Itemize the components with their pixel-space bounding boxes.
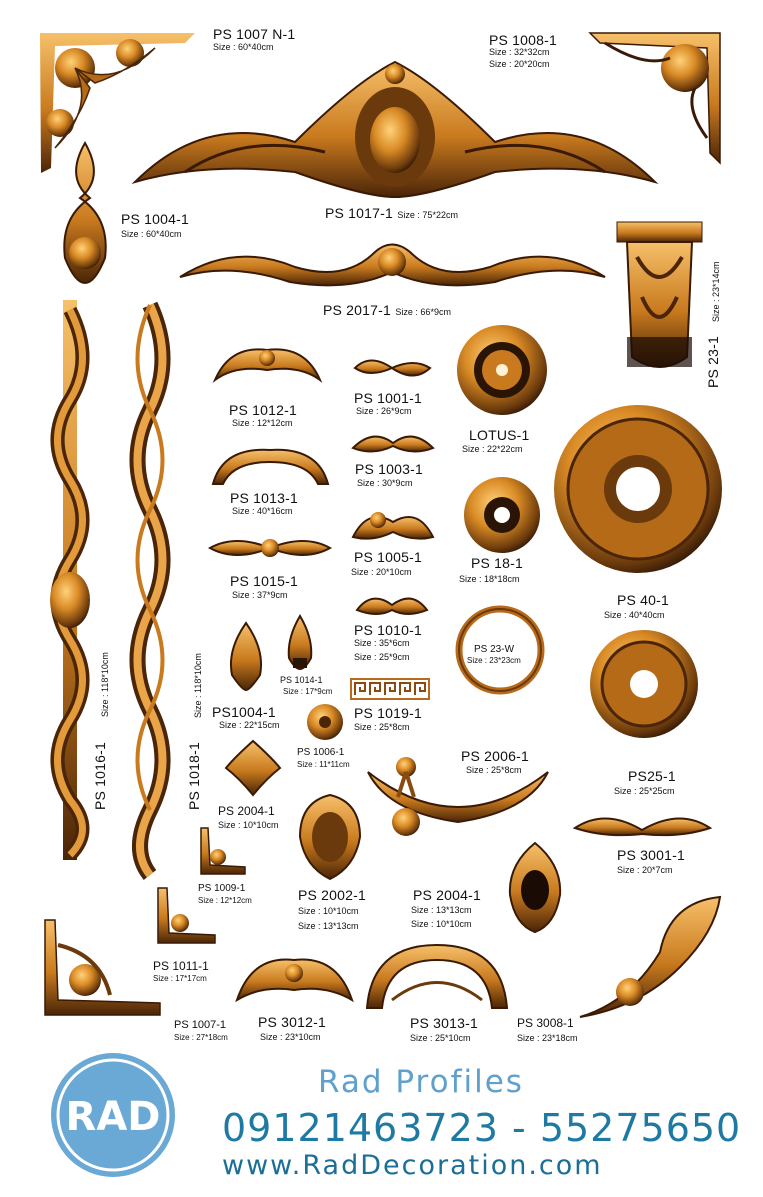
ps3008-code: PS 3008-1 [517,1016,574,1030]
ps1016-size: Size : 118*10cm [100,652,110,717]
ps1015-size: Size : 37*9cm [232,590,288,600]
ps2006-size: Size : 25*8cm [466,765,522,775]
ps1019-code: PS 1019-1 [354,705,422,721]
ornament-lotus [455,323,550,418]
ps40-size: Size : 40*40cm [604,610,665,620]
ps40-code: PS 40-1 [617,592,669,608]
ps1015-code: PS 1015-1 [230,573,298,589]
ornament-ps3008-corner [570,892,725,1022]
ornament-ps1012 [210,340,325,385]
ps1018-size: Size : 118*10cm [193,653,203,718]
ps3001-size: Size : 20*7cm [617,865,673,875]
ornament-ps1004 [50,138,120,288]
ornament-ps3013-arch [362,940,512,1012]
rad-logo [48,1050,178,1180]
ps1005-size: Size : 20*10cm [351,567,412,577]
ps3013-size: Size : 25*10cm [410,1033,471,1043]
ps2004b-size1: Size : 13*13cm [411,905,472,915]
ps1011-size: Size : 17*17cm [153,974,207,983]
ps1011-code: PS 1011-1 [153,959,209,973]
ps25-size: Size : 25*25cm [614,786,675,796]
ps2004b-size2: Size : 10*10cm [411,919,472,929]
ps18-code: PS 18-1 [471,555,523,571]
ps1003-size: Size : 30*9cm [357,478,413,488]
ps1012-code: PS 1012-1 [229,402,297,418]
ps1019-size: Size : 25*8cm [354,722,410,732]
ps1017-label: PS 1017-1 Size : 75*22cm [325,205,458,221]
ornament-ps18 [462,475,542,555]
ornament-ps1006-rosette [305,702,345,742]
ornament-ps2004-b [505,840,565,935]
ornament-ps1013 [208,442,333,487]
ps3013-code: PS 3013-1 [410,1015,478,1031]
brand-phone: 09121463723 - 55275650 [222,1106,742,1150]
ps1013-size: Size : 40*16cm [232,506,293,516]
ps3012-code: PS 3012-1 [258,1014,326,1030]
ps3008-size: Size : 23*18cm [517,1033,578,1043]
ps3001-code: PS 3001-1 [617,847,685,863]
ps1004-size: Size : 60*40cm [121,229,182,239]
ps2004b-code: PS 2004-1 [413,887,481,903]
ps1010-size1: Size : 35*6cm [354,638,410,648]
ps1003-code: PS 1003-1 [355,461,423,477]
ps2002-code: PS 2002-1 [298,887,366,903]
ornament-ps3012 [232,945,357,1007]
ornament-ps1001 [350,353,435,383]
ps2002-size1: Size : 10*10cm [298,906,359,916]
ps23w-size: Size : 23*23cm [467,656,521,665]
ornament-ps1019-greek-key [350,678,430,700]
ornament-ps1015 [205,532,335,564]
ps1007-size: Size : 27*18cm [174,1033,228,1042]
ornament-ps1014 [283,613,317,671]
ornament-ps40 [552,403,724,575]
ornament-ps3001 [570,808,715,840]
ornament-ps2006-garland [358,752,558,852]
ps25-code: PS25-1 [628,768,676,784]
ornament-ps1005 [348,502,438,544]
ps1010-code: PS 1010-1 [354,622,422,638]
ornament-ps1004-small [220,620,272,692]
ps1004b-size: Size : 22*15cm [219,720,280,730]
ornament-ps2004 [222,738,284,798]
ps1012-size: Size : 12*12cm [232,418,293,428]
lotus-code: LOTUS-1 [469,427,530,443]
ps231-code: PS 23-1 [705,336,721,388]
ornament-ps23-corbel [612,217,707,377]
ornament-ps1003 [348,428,438,458]
ps2004-size: Size : 10*10cm [218,820,279,830]
ps1008-size1: Size : 32*32cm [489,47,550,57]
ps1018-code: PS 1018-1 [186,742,202,810]
ps231-size: Size : 23*14cm [711,261,721,322]
ps3012-size: Size : 23*10cm [260,1032,321,1042]
lotus-size: Size : 22*22cm [462,444,523,454]
ornament-ps1018-vertical [120,300,180,880]
ornament-ps1007-corner [40,915,165,1020]
ps1009-size: Size : 12*12cm [198,896,252,905]
ps1014-size: Size : 17*9cm [283,687,333,696]
ps1009-code: PS 1009-1 [198,883,246,894]
brand-website[interactable]: www.RadDecoration.com [222,1150,603,1181]
ps1013-code: PS 1013-1 [230,490,298,506]
ps1007-code: PS 1007-1 [174,1019,226,1031]
ornament-ps1017-crown [125,52,665,202]
ornament-ps25 [588,628,700,740]
ps1004-code: PS 1004-1 [121,211,189,227]
ps2002-size2: Size : 13*13cm [298,921,359,931]
ps1008-size2: Size : 20*20cm [489,59,550,69]
ps1005-code: PS 1005-1 [354,549,422,565]
ornament-ps2002-shield [295,792,365,882]
ps2006-code: PS 2006-1 [461,748,529,764]
ps1008-code: PS 1008-1 [489,32,557,48]
ps1014-code: PS 1014-1 [280,675,323,685]
ornament-ps1008-corner [585,28,725,168]
ornament-ps2017 [175,232,610,294]
logo-text: RAD [65,1094,161,1140]
ps1007n-code: PS 1007 N-1 [213,26,296,42]
ps1004b-code: PS1004-1 [212,704,276,720]
brand-name: Rad Profiles [318,1064,524,1100]
ps1007n-size: Size : 60*40cm [213,42,274,52]
ps2004-code: PS 2004-1 [218,804,275,818]
ornament-ps1010 [352,590,432,618]
ps23w-code: PS 23-W [474,644,515,655]
ps1006-size: Size : 11*11cm [297,760,350,769]
ps1016-code: PS 1016-1 [92,742,108,810]
ps2017-label: PS 2017-1 Size : 66*9cm [323,302,451,318]
ornament-ps1009 [198,825,248,877]
ps1001-size: Size : 26*9cm [356,406,412,416]
ps1010-size2: Size : 25*9cm [354,652,410,662]
ps1001-code: PS 1001-1 [354,390,422,406]
ps1006-code: PS 1006-1 [297,747,345,758]
ps18-size: Size : 18*18cm [459,574,520,584]
